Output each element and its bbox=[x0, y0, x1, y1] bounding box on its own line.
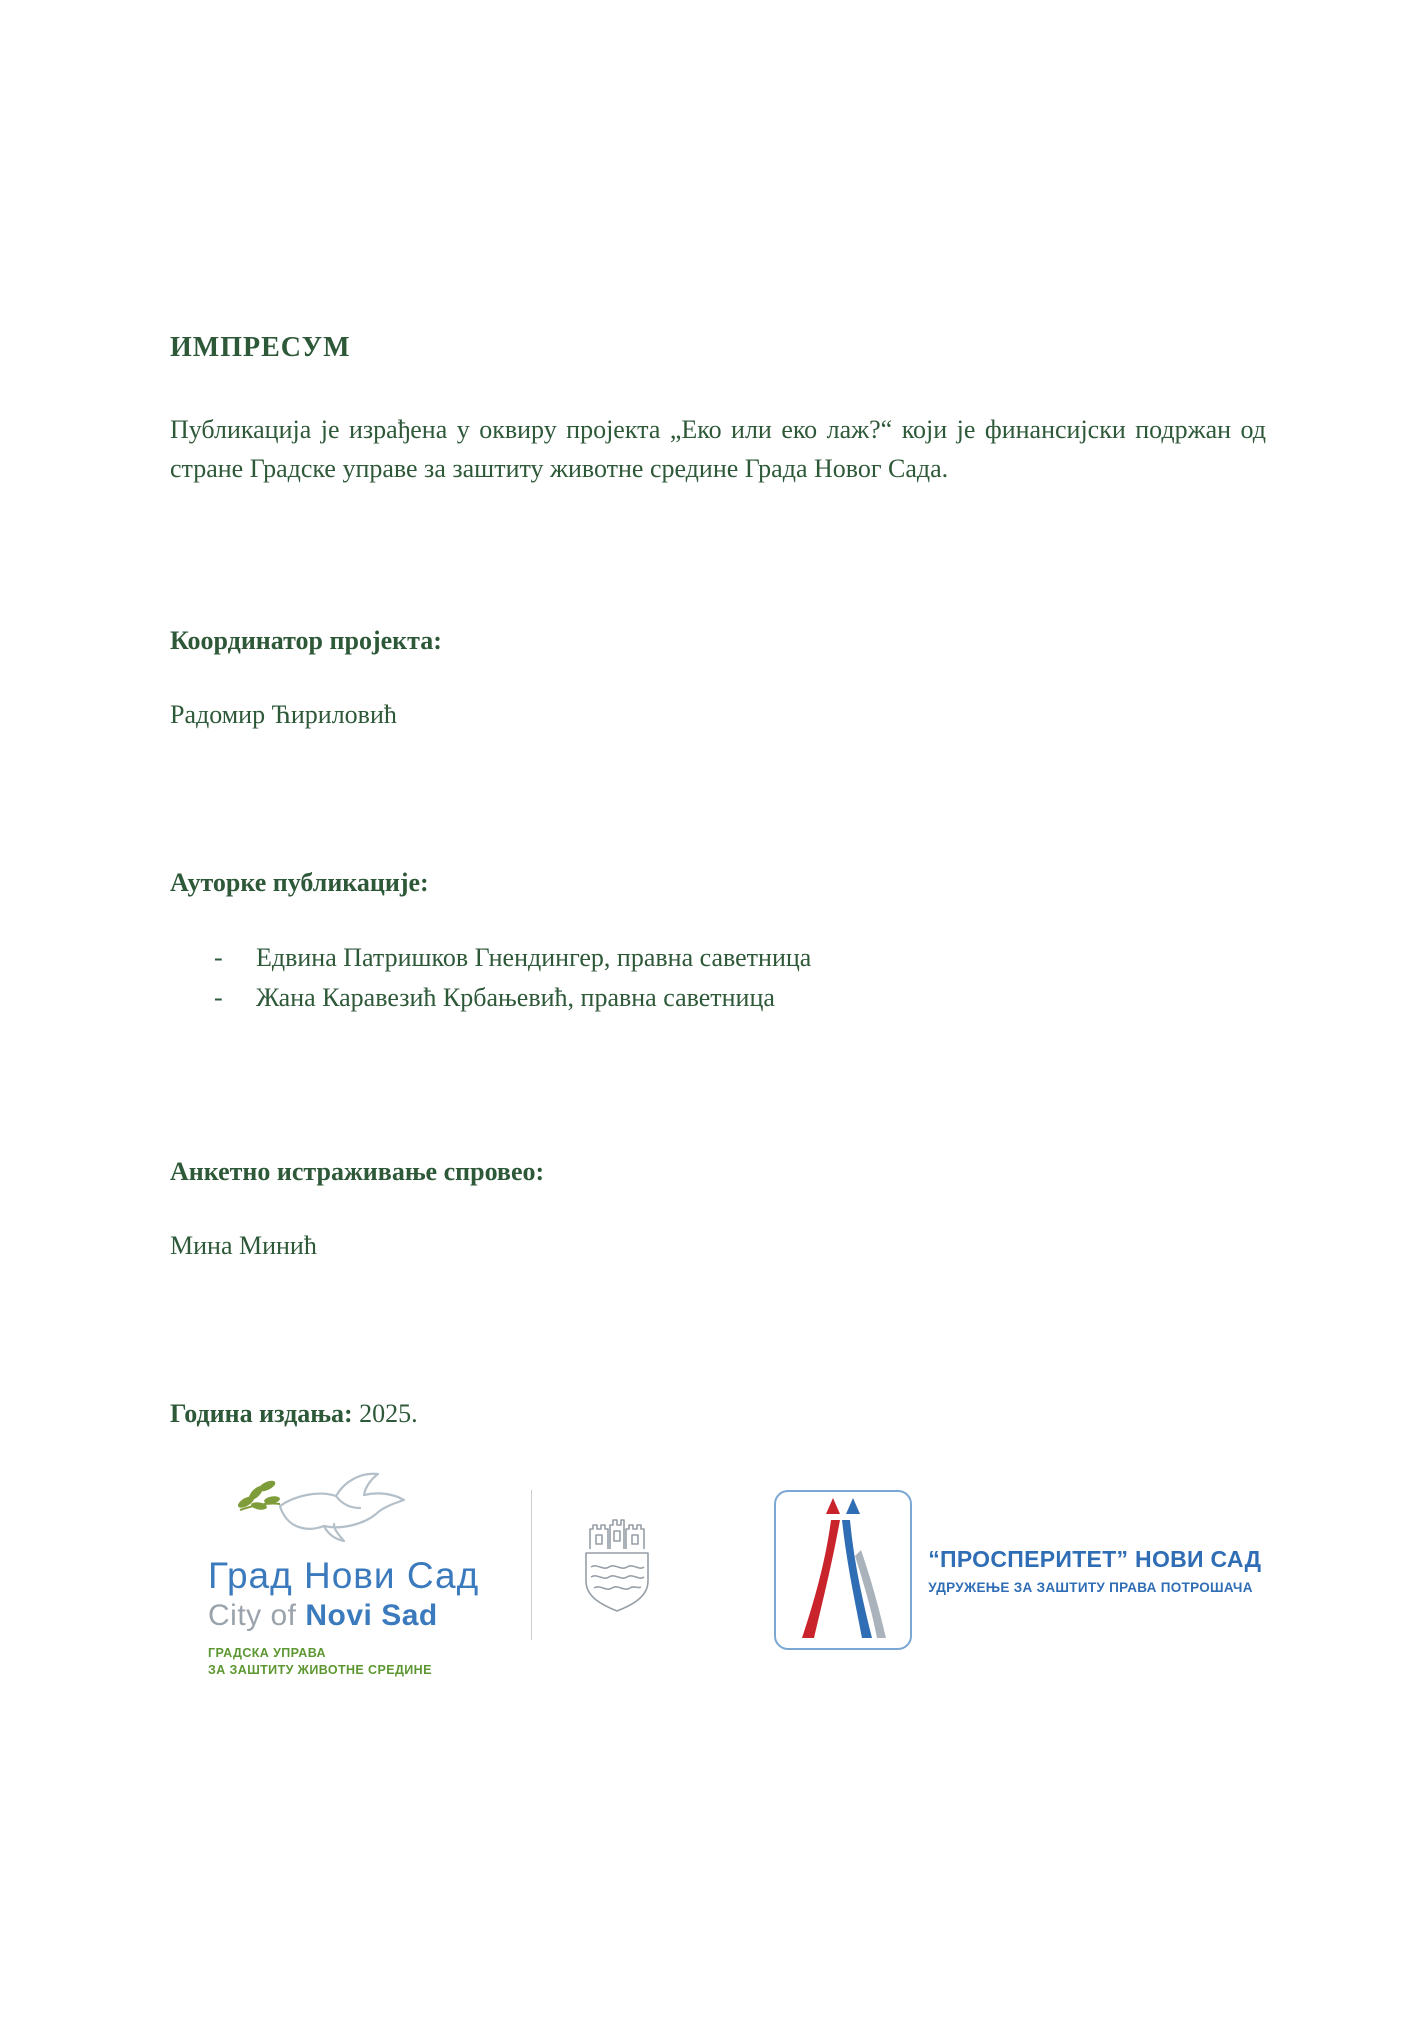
footer-logos bbox=[208, 1462, 1308, 1679]
year-label: Година издања: bbox=[170, 1398, 353, 1428]
author-name: Едвина Патришков Гнендингер, правна саветница bbox=[256, 943, 812, 972]
novi-sad-subtitle-gray: City of bbox=[208, 1599, 297, 1632]
authors-label: Ауторке публикације: bbox=[170, 868, 429, 897]
survey-name: Мина Минић bbox=[170, 1230, 317, 1260]
prosperitet-text bbox=[928, 1546, 1261, 1595]
coordinator-label: Координатор пројекта: bbox=[170, 626, 442, 655]
list-item bbox=[170, 978, 1266, 1018]
footer-divider bbox=[531, 1490, 532, 1640]
prosperitet-emblem-icon bbox=[774, 1490, 912, 1650]
survey-label: Анкетно истраживање спровео: bbox=[170, 1156, 545, 1186]
novi-sad-caption-line2: ЗА ЗАШТИТУ ЖИВОТНЕ СРЕДИНЕ bbox=[208, 1662, 432, 1677]
prosperitet-subtitle: УДРУЖЕЊЕ ЗА ЗАШТИТУ ПРАВА ПОТРОШАЧА bbox=[928, 1579, 1253, 1595]
novi-sad-logo bbox=[208, 1462, 479, 1679]
novi-sad-caption bbox=[208, 1645, 479, 1679]
list-item bbox=[170, 938, 1266, 978]
year-value: 2025. bbox=[359, 1398, 418, 1428]
survey-section bbox=[170, 1157, 1266, 1261]
author-name: Жана Каравезић Крбањевић, правна саветница bbox=[256, 983, 775, 1013]
authors-list bbox=[170, 938, 1266, 1019]
novi-sad-subtitle bbox=[208, 1599, 479, 1633]
intro-paragraph: Публикација је израђена у оквиру пројекта „Еко или еко лаж?“ који је финансијски подржан од стране Градске управе за заштиту животне средине Града Новог Сада. bbox=[170, 415, 1266, 483]
novi-sad-subtitle-blue: Novi Sad bbox=[305, 1599, 438, 1632]
year-line bbox=[170, 1399, 1266, 1429]
authors-section bbox=[170, 868, 1266, 1019]
list-marker: - bbox=[214, 943, 223, 972]
coordinator-name: Радомир Ћириловић bbox=[170, 700, 397, 729]
dove-icon bbox=[232, 1462, 479, 1553]
year-section bbox=[170, 1399, 1266, 1429]
impressum-content bbox=[170, 332, 1266, 1429]
novi-sad-title: Град Нови Сад bbox=[208, 1555, 480, 1596]
list-marker: - bbox=[214, 983, 223, 1013]
coordinator-section bbox=[170, 626, 1266, 730]
prosperitet-logo bbox=[774, 1490, 1261, 1650]
novi-sad-caption-line1: ГРАДСКА УПРАВА bbox=[208, 1646, 326, 1660]
prosperitet-title: “ПРОСПЕРИТЕТ” НОВИ САД bbox=[928, 1545, 1262, 1572]
coat-of-arms-icon bbox=[580, 1515, 654, 1620]
impressum-heading: ИМПРЕСУМ bbox=[170, 332, 351, 363]
